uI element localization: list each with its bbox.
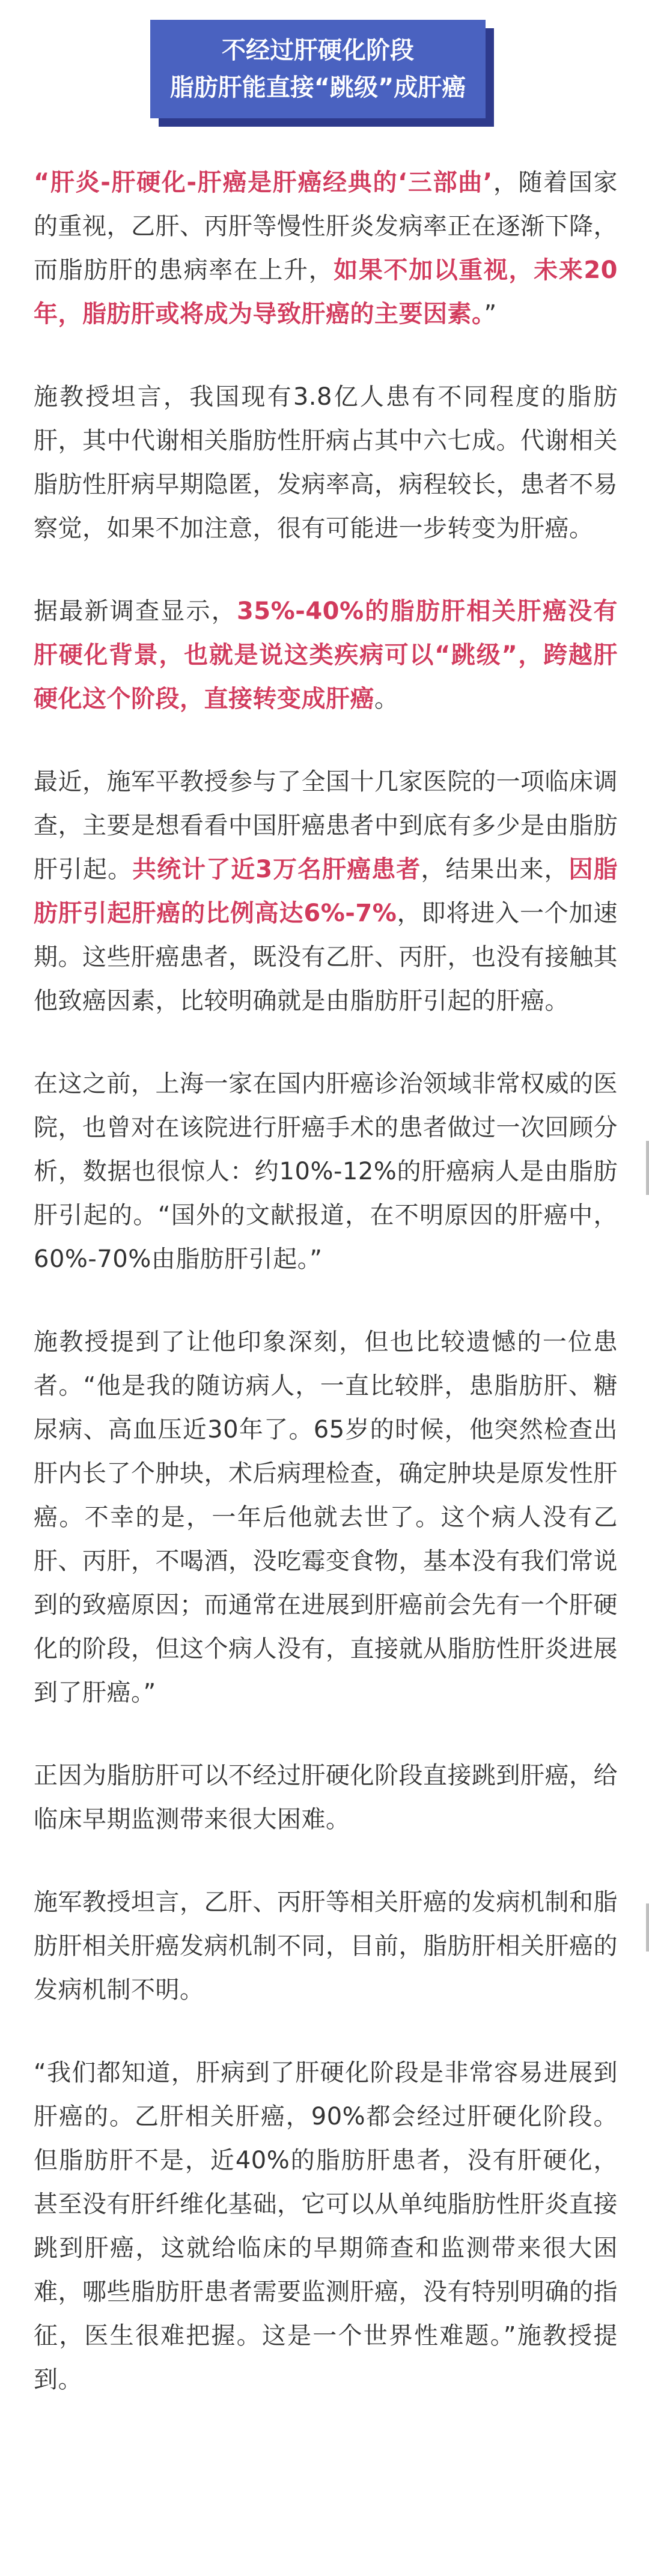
body-text: ” — [484, 300, 497, 328]
highlighted-text: 共统计了近3万名肝癌患者 — [132, 856, 421, 883]
body-text: 施军教授坦言，乙肝、丙肝等相关肝癌的发病机制和脂肪肝相关肝癌发病机制不同，目前，脂肪肝相关肝癌的发病机制不明。 — [34, 1888, 618, 2004]
article-paragraph — [34, 161, 618, 336]
article-paragraph — [34, 1881, 618, 2012]
body-text: ，随着国家的重视，乙肝、丙肝等慢性肝炎发病率正在逐渐下降，而脂肪肝的患病率在上升， — [34, 169, 618, 284]
title-line-2: 脂肪肝能直接“跳级”成肝癌 — [169, 74, 466, 101]
highlighted-text: 如果不加以重视，未来20年，脂肪肝或将成为导致肝癌的主要因素。 — [34, 256, 618, 328]
article-title-box — [150, 20, 494, 127]
body-text: 据最新调查显示， — [34, 597, 237, 625]
body-text: 。 — [374, 685, 399, 713]
article-paragraph — [34, 590, 618, 721]
article-paragraph — [34, 375, 618, 551]
scroll-indicator — [646, 1141, 649, 1195]
article-body — [34, 161, 618, 2441]
body-text: “我们都知道，肝病到了肝硬化阶段是非常容易进展到肝癌的。乙肝相关肝癌，90%都会经过肝硬化阶段。但脂肪肝不是，近40%的脂肪肝患者，没有肝硬化，甚至没有肝纤维化基础，它可以从单纯脂肪性肝炎直接跳到肝癌，这就给临床的早期筛查和监测带来很大困难，哪些脂肪肝患者需要监测肝癌，没有特别明确的指征，医生很难把握。这是一个世界性难题。”施教授提到。 — [34, 2059, 618, 2393]
body-text: 最近，施军平教授参与了全国十几家医院的一项临床调查，主要是想看看中国肝癌患者中到底有多少是由脂肪肝引起。 — [34, 768, 618, 883]
body-text: 施教授坦言，我国现有3.8亿人患有不同程度的脂肪肝，其中代谢相关脂肪性肝病占其中六七成。代谢相关脂肪性肝病早期隐匿，发病率高，病程较长，患者不易察觉，如果不加注意，很有可能进一步转变为肝癌。 — [34, 383, 618, 542]
highlighted-text: 因脂肪肝引起肝癌的比例高达6%-7% — [34, 856, 618, 927]
highlighted-text: “肝炎-肝硬化-肝癌是肝癌经典的‘三部曲’ — [34, 169, 493, 196]
article-paragraph — [34, 2051, 618, 2402]
title-box-front — [150, 20, 486, 118]
article-paragraph — [34, 760, 618, 1023]
article-paragraph — [34, 1320, 618, 1715]
body-text: 在这之前，上海一家在国内肝癌诊治领域非常权威的医院，也曾对在该院进行肝癌手术的患者做过一次回顾分析，数据也很惊人：约10%-12%的肝癌病人是由脂肪肝引起的。“国外的文献报道，在不明原因的肝癌中，60%-70%由脂肪肝引起。” — [34, 1070, 618, 1273]
highlighted-text: 35%-40%的脂肪肝相关肝癌没有肝硬化背景，也就是说这类疾病可以“跳级”，跨越肝硬化这个阶段，直接转变成肝癌 — [34, 597, 618, 713]
scroll-indicator — [646, 1903, 649, 1952]
article-paragraph — [34, 1754, 618, 1842]
body-text: ，即将进入一个加速期。这些肝癌患者，既没有乙肝、丙肝，也没有接触其他致癌因素，比较明确就是由脂肪肝引起的肝癌。 — [34, 899, 618, 1015]
body-text: 正因为脂肪肝可以不经过肝硬化阶段直接跳到肝癌，给临床早期监测带来很大困难。 — [34, 1762, 618, 1833]
title-line-1: 不经过肝硬化阶段 — [222, 37, 414, 64]
article-paragraph — [34, 1062, 618, 1281]
body-text: 施教授提到了让他印象深刻，但也比较遗憾的一位患者。“他是我的随访病人，一直比较胖，患脂肪肝、糖尿病、高血压近30年了。65岁的时候，他突然检查出肝内长了个肿块，术后病理检查，确定肿块是原发性肝癌。不幸的是，一年后他就去世了。这个病人没有乙肝、丙肝，不喝酒，没吃霉变食物，基本没有我们常说到的致癌原因；而通常在进展到肝癌前会先有一个肝硬化的阶段，但这个病人没有，直接就从脂肪性肝炎进展到了肝癌。” — [34, 1328, 618, 1707]
body-text: ，结果出来， — [421, 856, 569, 883]
